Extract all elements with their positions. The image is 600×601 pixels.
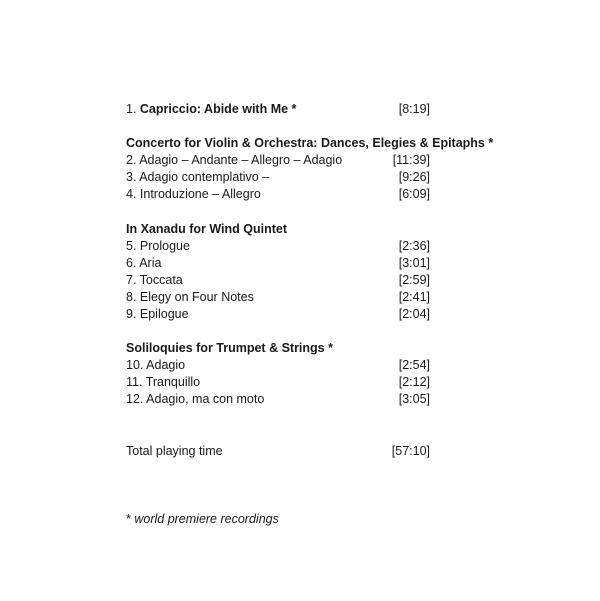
track-12: 12. Adagio, ma con moto [126,392,265,406]
total-playing-time-label: Total playing time [126,444,223,458]
track-9-time: [2:04] [398,307,430,321]
track-number: 1. [126,102,140,116]
track-3: 3. Adagio contemplativo – [126,170,270,184]
track-11: 11. Tranquillo [126,375,201,389]
track-10: 10. Adagio [126,358,186,372]
track-8-time: [2:41] [398,290,430,304]
track-title: Capriccio: Abide with Me * [139,102,297,116]
track-3-time: [9:26] [398,170,430,184]
track-6-time: [3:01] [398,256,430,270]
track-12-time: [3:05] [398,392,430,406]
track-8: 8. Elegy on Four Notes [126,290,254,304]
total-playing-time: [57:10] [391,444,430,458]
track-2-time: [11:39] [392,153,430,167]
track-5-time: [2:36] [398,239,430,253]
footnote-asterisk: * [126,512,131,526]
track-9: 9. Epilogue [126,307,189,321]
work-heading-soliloquies: Soliloquies for Trumpet & Strings * [126,341,333,355]
track-1 [126,101,296,118]
track-5: 5. Prologue [126,239,190,253]
track-1-time: [8:19] [398,102,430,116]
footnote-text: world premiere recordings [130,512,279,526]
track-6: 6. Aria [126,256,162,270]
track-7: 7. Toccata [126,273,183,287]
track-7-time: [2:59] [398,273,430,287]
work-heading-concerto: Concerto for Violin & Orchestra: Dances, Elegies & Epitaphs * [126,136,494,150]
track-4: 4. Introduzione – Allegro [126,187,261,201]
track-10-time: [2:54] [398,358,430,372]
track-4-time: [6:09] [398,187,430,201]
track-11-time: [2:12] [398,375,430,389]
footnote [126,511,279,528]
work-heading-xanadu: In Xanadu for Wind Quintet [126,222,287,236]
track-2: 2. Adagio – Andante – Allegro – Adagio [126,153,343,167]
